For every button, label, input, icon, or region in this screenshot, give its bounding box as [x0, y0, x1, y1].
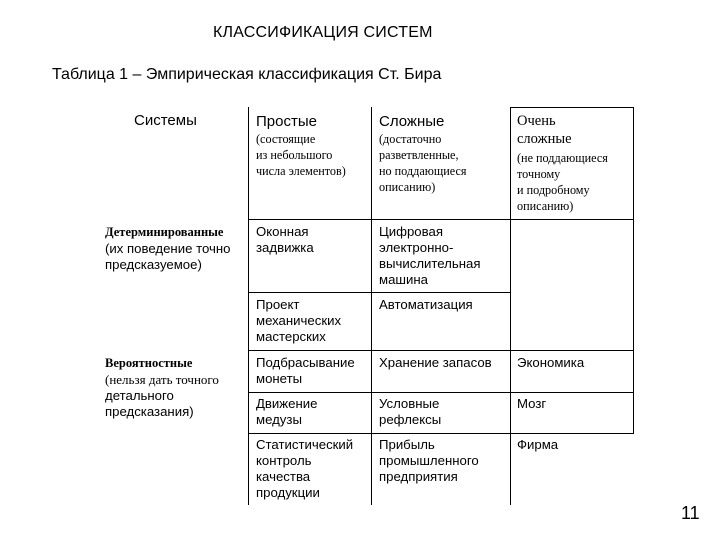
- header-systems: Системы: [134, 112, 197, 129]
- cell-text: Проект: [256, 297, 300, 312]
- cell-text: механических: [256, 313, 342, 328]
- header-very-complex-note-line: (не поддающиеся: [517, 151, 608, 165]
- table-divider: [248, 392, 634, 393]
- cell-text: рефлексы: [379, 412, 442, 427]
- table-divider: [248, 219, 634, 220]
- cell-text: вычислительная: [379, 256, 481, 271]
- row-desc-line: предсказания): [105, 404, 194, 419]
- cell-text: Прибыль: [379, 437, 435, 452]
- cell-text: продукции: [256, 485, 320, 500]
- table-divider: [633, 107, 634, 433]
- header-simple: Простые: [256, 113, 317, 130]
- cell-text: Движение: [256, 396, 318, 411]
- table-divider: [248, 107, 249, 505]
- row-desc-line: (нельзя дать точного: [105, 372, 219, 387]
- header-very-complex-note-line: описанию): [517, 199, 574, 213]
- cell-text: Подбрасывание: [256, 355, 355, 370]
- header-very-complex: Очень: [517, 113, 556, 129]
- header-very-complex-note-line: и подробному: [517, 183, 590, 197]
- header-simple-note-line: из небольшого: [256, 148, 333, 162]
- cell-text: качества: [256, 469, 311, 484]
- header-complex-note-line: разветвленные,: [379, 148, 459, 162]
- cell-text: контроль: [256, 453, 312, 468]
- cell-text: Условные: [379, 396, 440, 411]
- header-complex-note-line: описанию): [379, 180, 436, 194]
- cell-text: мастерских: [256, 329, 326, 344]
- cell-text: Экономика: [517, 355, 585, 370]
- table-divider: [248, 350, 634, 351]
- cell-text: Хранение запасов: [379, 355, 492, 370]
- cell-text: предприятия: [379, 469, 458, 484]
- header-simple-note-line: числа элементов): [256, 164, 346, 178]
- row-desc-line: (их поведение точно: [105, 241, 231, 256]
- header-very-complex: сложные: [517, 131, 572, 147]
- header-complex-note-line: но поддающиеся: [379, 164, 467, 178]
- cell-text: задвижка: [256, 240, 314, 255]
- cell-text: машина: [379, 272, 428, 287]
- cell-text: Оконная: [256, 224, 309, 239]
- page-number: 11: [681, 503, 700, 523]
- header-very-complex-note-line: точному: [517, 167, 561, 181]
- cell-text: Цифровая: [379, 224, 443, 239]
- page-title: КЛАССИФИКАЦИЯ СИСТЕМ: [213, 24, 433, 41]
- table-divider: [248, 433, 634, 434]
- row-desc-line: предсказуемое): [105, 257, 202, 272]
- table-divider: [371, 107, 372, 505]
- header-complex: Сложные: [379, 113, 445, 130]
- row-label-probabilistic: Вероятностные: [105, 356, 193, 370]
- row-label-deterministic: Детерминированные: [105, 225, 224, 239]
- header-simple-note-line: (состоящие: [256, 132, 316, 146]
- header-complex-note-line: (достаточно: [379, 132, 442, 146]
- table-divider: [510, 107, 634, 108]
- table-divider: [248, 292, 511, 293]
- cell-text: электронно-: [379, 240, 454, 255]
- table-caption: Таблица 1 – Эмпирическая классификация Ст. Бира: [52, 66, 442, 83]
- cell-text: медузы: [256, 412, 302, 427]
- cell-text: Фирма: [517, 437, 559, 452]
- cell-text: промышленного: [379, 453, 479, 468]
- cell-text: Мозг: [517, 396, 547, 411]
- cell-text: монеты: [256, 371, 303, 386]
- cell-text: Статистический: [256, 437, 354, 452]
- cell-text: Автоматизация: [379, 297, 473, 312]
- row-desc-line: детального: [105, 388, 174, 403]
- table-divider: [510, 107, 511, 505]
